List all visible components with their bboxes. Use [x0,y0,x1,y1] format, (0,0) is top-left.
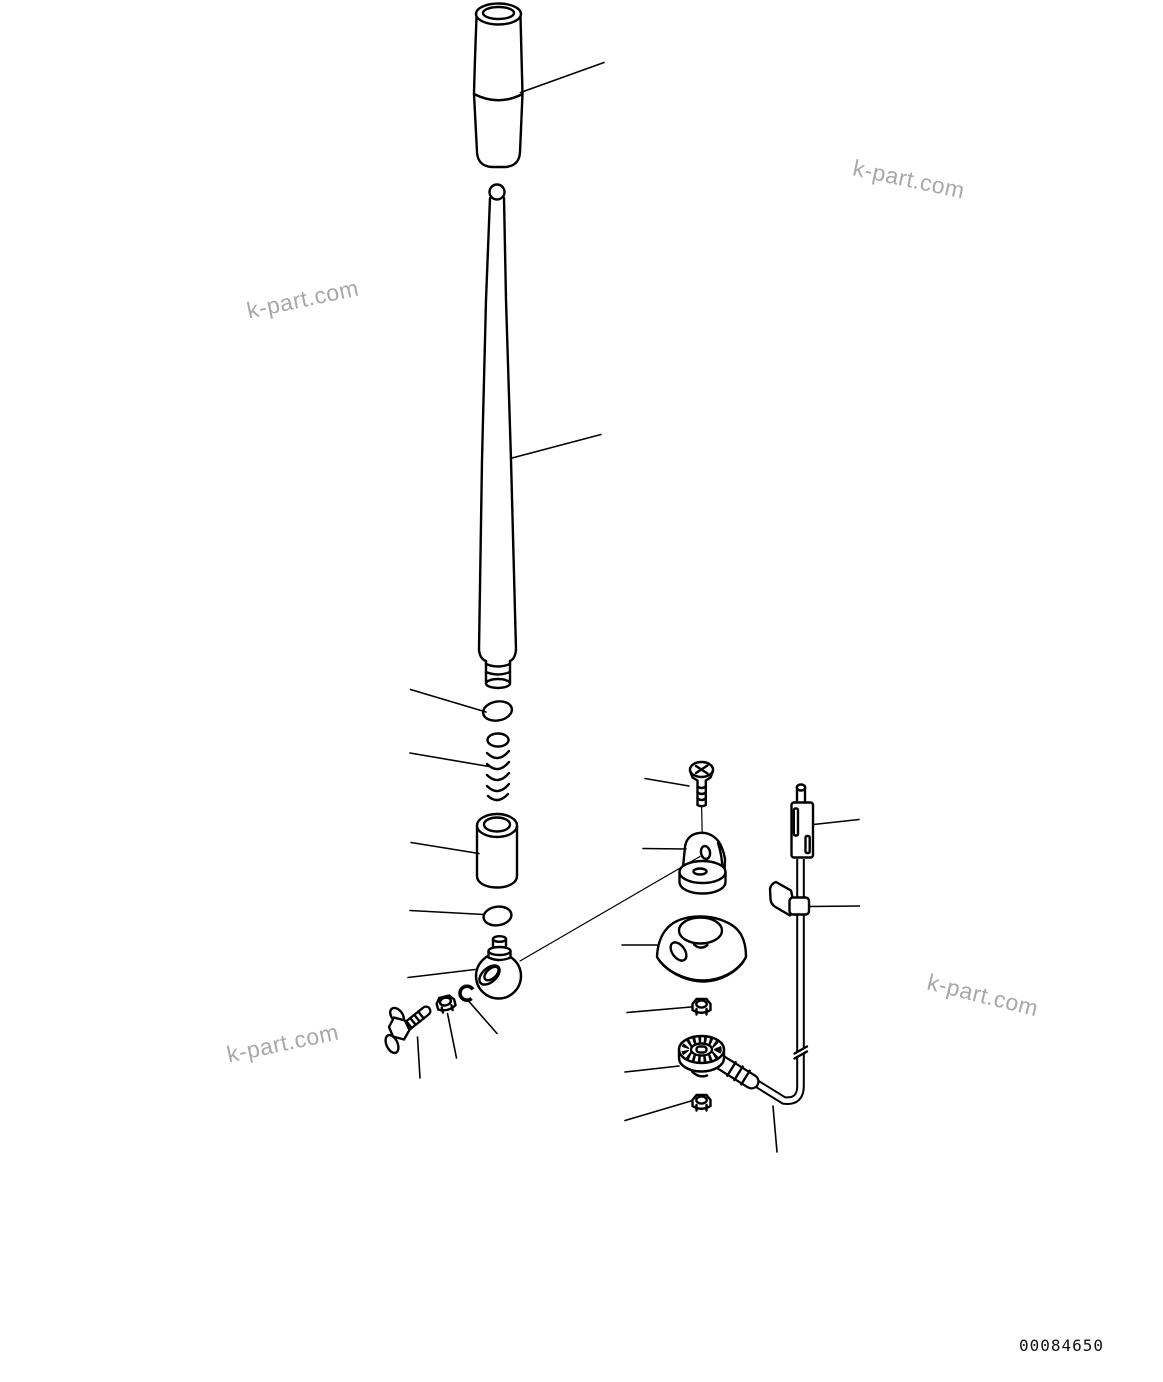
antenna-mast-icon [479,185,516,689]
leader-line-hex-nut-upper-right [627,1007,691,1013]
cable-tag-clamp-icon [790,898,810,915]
leader-line-ball-joint [408,970,475,978]
leader-line-mast [512,435,601,459]
antenna-cap-icon [474,4,523,168]
leader-line-cap [521,63,605,93]
hex-nut-lower-right-icon [693,1095,711,1111]
leader-line-o-ring-upper [411,690,487,713]
coil-spring-icon [487,734,509,801]
hex-nut-upper-right-icon [693,999,711,1015]
leader-line-bushing [411,843,479,854]
o-ring-lower-icon [482,905,512,927]
lock-washer-icon [458,984,475,1001]
watermark: k-part.com [850,154,968,204]
mounting-bracket-icon [680,833,726,894]
bushing-icon [477,814,517,888]
leader-line-tag [810,906,860,907]
leader-line-connector [814,820,860,825]
leader-line-hex-nut-lower-right [625,1101,691,1121]
leader-line-o-ring-lower [410,911,484,915]
machine-screw-icon [690,762,713,806]
leader-line-hex-nut-left [448,1014,457,1059]
o-ring-upper-icon [482,699,514,723]
wing-bolt-icon [383,1005,426,1055]
leader-line-swivel [625,1066,679,1072]
swivel-terminal-icon [679,1036,724,1076]
leader-line-cable [773,1106,777,1152]
dome-base-icon [657,916,746,981]
leader-line-spring [410,753,489,767]
leader-line-bracket [643,849,686,850]
leader-line-wing-bolt [418,1037,421,1078]
watermark: k-part.com [924,968,1042,1022]
drawing-number: 00084650 [1019,1336,1105,1355]
leader-line-lock-washer [469,1002,497,1034]
leader-line-screw [645,779,689,787]
cable-connector-icon [792,785,814,858]
ball-joint-icon [476,936,521,998]
watermark: k-part.com [244,274,361,324]
hex-nut-left-icon [435,995,456,1014]
watermark: k-part.com [224,1018,341,1068]
